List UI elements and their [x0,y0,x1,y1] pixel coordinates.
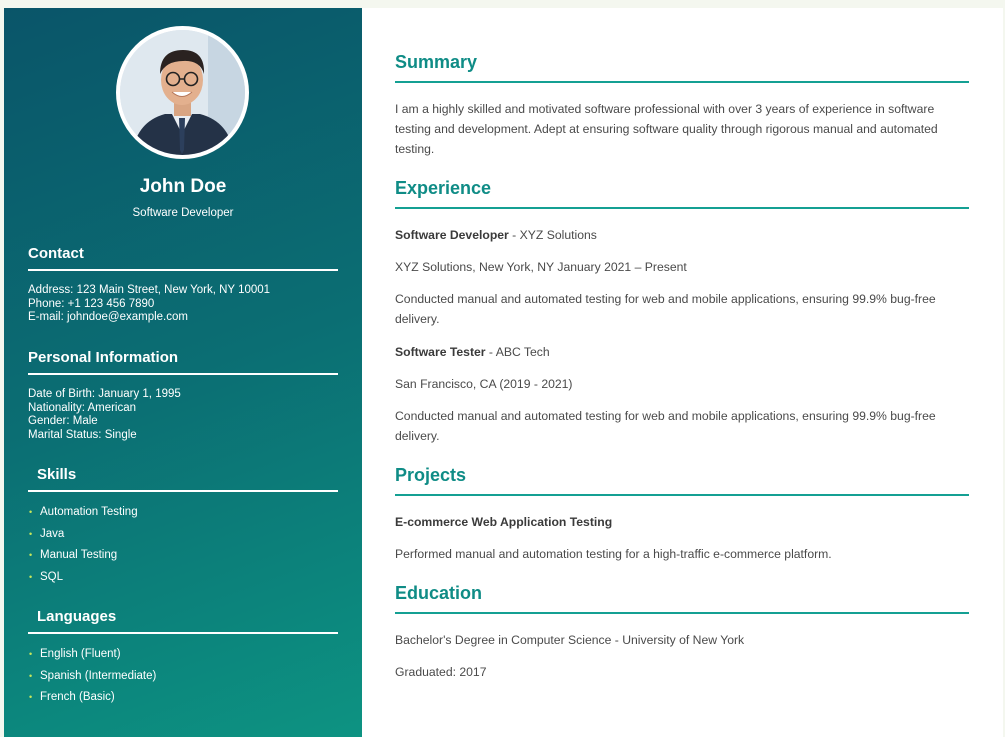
projects-heading: Projects [395,465,969,496]
contact-phone: Phone: +1 123 456 7890 [28,297,155,310]
bullet-icon: • [29,507,33,517]
education-degree: Bachelor's Degree in Computer Science - University of New York [395,633,745,647]
job-company: - ABC Tech [485,345,550,359]
list-item: • Manual Testing [29,549,118,562]
list-item: • English (Fluent) [29,648,121,660]
list-item: • Spanish (Intermediate) [29,669,157,682]
education-graduated: Graduated: 2017 [395,665,487,679]
person-portrait-icon [120,30,245,155]
personal-dob: Date of Birth: January 1, 1995 [28,388,181,400]
project-description: Performed manual and automation testing for a high-traffic e-commerce platform. [395,547,832,561]
skills-list [28,505,348,591]
job-title-line [395,342,965,362]
profile-title: Software Developer [132,207,234,219]
job-description: Conducted manual and automated testing for web and mobile applications, ensuring 99.9% bug-free delivery. [395,292,936,326]
project-title: E-commerce Web Application Testing [395,515,613,529]
job-location: San Francisco, CA (2019 - 2021) [395,377,573,391]
experience-heading: Experience [395,178,969,209]
list-item: • SQL [29,570,64,583]
resume-page [4,8,1003,737]
profile-name: John Doe [139,176,227,197]
list-item: • Java [29,527,65,540]
bullet-icon: • [29,528,33,539]
education-heading: Education [395,583,969,614]
summary-heading: Summary [395,52,969,83]
bullet-icon: • [29,550,33,561]
job-description: Conducted manual and automated testing for web and mobile applications, ensuring 99.9% bug-free delivery. [395,409,936,443]
resume-main [362,8,1003,737]
personal-nationality: Nationality: American [28,401,137,414]
job-location: XYZ Solutions, New York, NY January 2021 – Present [395,260,687,274]
bullet-icon: • [29,649,33,659]
contact-address: Address: 123 Main Street, New York, NY 10001 [28,284,271,296]
list-item: • French (Basic) [29,691,115,704]
personal-marital-status: Marital Status: Single [28,428,137,441]
languages-heading: Languages [28,608,338,634]
profile-photo [116,26,249,159]
resume-sidebar [4,8,362,737]
job-role: Software Tester [395,345,486,359]
job-company: - XYZ Solutions [508,228,597,242]
job-role: Software Developer [395,228,509,242]
summary-text: I am a highly skilled and motivated software professional with over 3 years of experience in software testing and development. Adept at ensuring software quality through rigorous manual and automated testing. [395,102,938,156]
bullet-icon: • [29,670,33,681]
personal-info-details [28,388,348,442]
personal-gender: Gender: Male [28,415,98,427]
list-item: • Automation Testing [29,506,138,518]
personal-info-heading: Personal Information [28,349,338,375]
bullet-icon: • [29,571,33,582]
contact-details [28,284,348,325]
contact-heading: Contact [28,245,338,271]
skills-heading: Skills [28,466,338,492]
bullet-icon: • [29,692,33,703]
languages-list [28,647,348,712]
contact-email: E-mail: johndoe@example.com [28,311,188,323]
job-title-line [395,225,965,245]
